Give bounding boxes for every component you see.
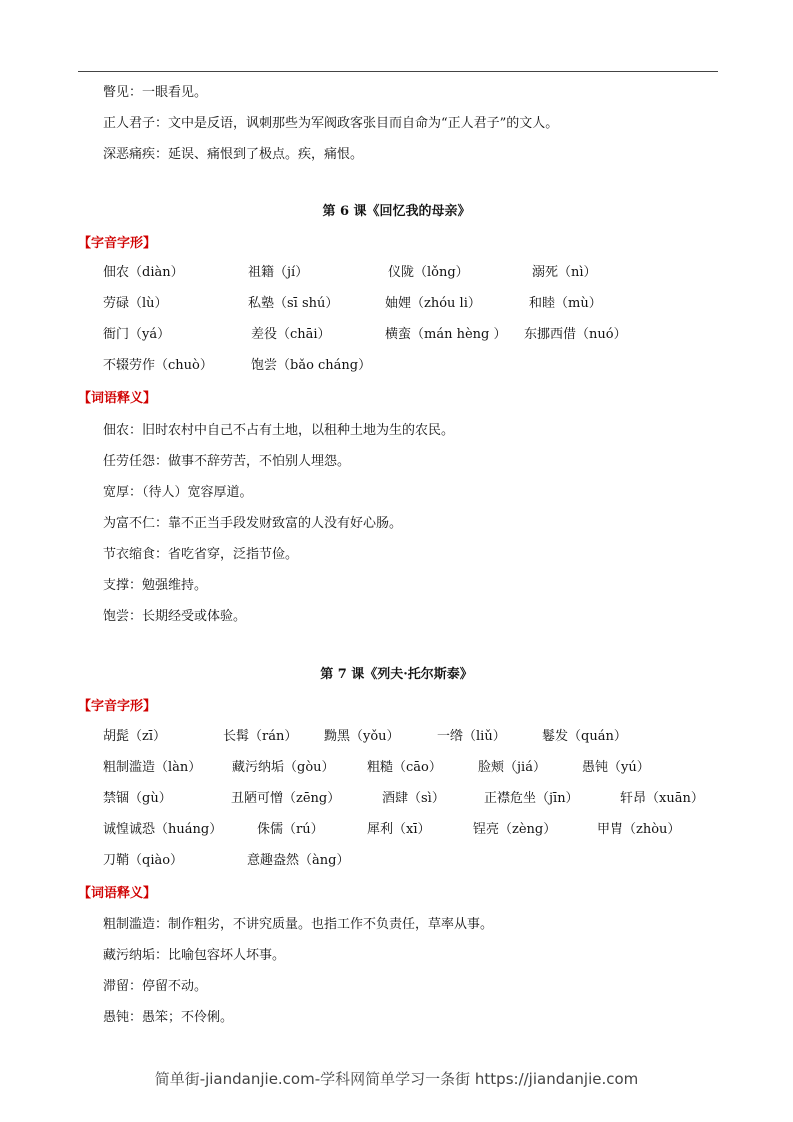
vocab-item: 不辍劳作（chuò） — [103, 358, 213, 373]
vocab-item: 横蛮（mán hèng ） — [385, 327, 507, 342]
vocab-item: 粗糙（cāo） — [367, 760, 442, 775]
vocab-item: 饱尝（bǎo cháng） — [251, 358, 372, 373]
vocab-item: 犀利（xī） — [367, 822, 431, 837]
vocab-item: 脸颊（jiá） — [478, 760, 546, 775]
vocab-item: 刀鞘（qiào） — [103, 853, 184, 868]
definition-item: 正人君子：文中是反语，讽刺那些为军阀政客张目而自命为“正人君子”的文人。 — [103, 116, 559, 131]
vocab-item: 丑陋可憎（zēng） — [231, 791, 341, 806]
vocab-item: 一绺（liǔ） — [437, 729, 506, 744]
vocab-item: 藏污纳垢（gòu） — [232, 760, 335, 775]
definition-item: 愚钝：愚笨；不伶俐。 — [103, 1010, 234, 1025]
vocab-item: 和睦（mù） — [529, 296, 602, 311]
vocab-item: 仪陇（lǒng） — [388, 265, 469, 280]
definition-item: 瞥见：一眼看见。 — [103, 85, 208, 100]
definition-item: 宽厚：（待人）宽容厚道。 — [103, 485, 253, 500]
definition-item: 藏污纳垢：比喻包容坏人坏事。 — [103, 948, 286, 963]
vocab-item: 酒肆（sì） — [382, 791, 445, 806]
vocab-item: 妯娌（zhóu li） — [385, 296, 481, 311]
vocab-item: 私塾（sī shú） — [248, 296, 339, 311]
definition-item: 节衣缩食：省吃省穿，泛指节俭。 — [103, 547, 299, 562]
vocab-item: 黝黑（yǒu） — [324, 729, 400, 744]
definition-item: 佃农：旧时农村中自己不占有土地，以租种土地为生的农民。 — [103, 423, 455, 438]
vocab-item: 侏儒（rú） — [257, 822, 324, 837]
definition-item: 为富不仁：靠不正当手段发财致富的人没有好心肠。 — [103, 516, 403, 531]
definition-item: 滞留：停留不动。 — [103, 979, 208, 994]
definition-item: 任劳任怨：做事不辞劳苦，不怕别人埋怨。 — [103, 454, 351, 469]
vocab-item: 祖籍（jí） — [248, 265, 309, 280]
vocab-item: 佃农（diàn） — [103, 265, 184, 280]
lesson7-pronunciation-heading: 【字音字形】 — [78, 699, 157, 714]
vocab-item: 轩昂（xuān） — [620, 791, 704, 806]
lesson6-title: 第 6 课《回忆我的母亲》 — [322, 204, 471, 219]
vocab-item: 差役（chāi） — [251, 327, 331, 342]
vocab-item: 禁锢（gù） — [103, 791, 172, 806]
vocab-item: 长髯（rán） — [223, 729, 298, 744]
lesson7-title: 第 7 课《列夫·托尔斯泰》 — [320, 667, 473, 682]
definition-item: 粗制滥造：制作粗劣，不讲究质量。也指工作不负责任，草率从事。 — [103, 917, 494, 932]
vocab-item: 东挪西借（nuó） — [524, 327, 627, 342]
vocab-item: 溺死（nì） — [532, 265, 597, 280]
definition-item: 深恶痛疾：延误、痛恨到了极点。疾，痛恨。 — [103, 147, 364, 162]
vocab-item: 诚惶诚恐（huáng） — [103, 822, 223, 837]
vocab-item: 鬈发（quán） — [542, 729, 627, 744]
footer-watermark: 简单街-jiandanjie.com-学科网简单学习一条街 https://jiandanjie.com — [154, 1070, 639, 1088]
definition-item: 饱尝：长期经受或体验。 — [103, 609, 247, 624]
vocab-item: 劳碌（lù） — [103, 296, 168, 311]
vocab-item: 锃亮（zèng） — [473, 822, 557, 837]
lesson6-definitions-heading: 【词语释义】 — [78, 391, 157, 406]
lesson7-definitions-heading: 【词语释义】 — [78, 886, 157, 901]
vocab-item: 正襟危坐（jīn） — [484, 791, 579, 806]
vocab-item: 胡髭（zī） — [103, 729, 167, 744]
vocab-item: 粗制滥造（làn） — [103, 760, 202, 775]
header-rule — [78, 71, 718, 72]
lesson6-pronunciation-heading: 【字音字形】 — [78, 236, 157, 251]
vocab-item: 衙门（yá） — [103, 327, 171, 342]
vocab-item: 意趣盎然（àng） — [247, 853, 350, 868]
vocab-item: 甲胄（zhòu） — [597, 822, 681, 837]
definition-item: 支撑：勉强维持。 — [103, 578, 208, 593]
vocab-item: 愚钝（yú） — [582, 760, 650, 775]
